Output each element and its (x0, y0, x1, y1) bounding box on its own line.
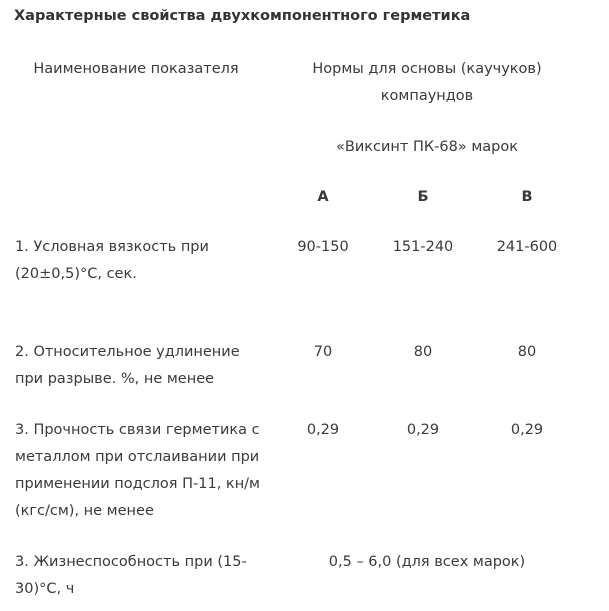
row-label: 3. Прочность связи герметика с металлом при отслаивании при применении подслоя П-11, кн/м (кгс/см), не менее (15, 422, 260, 519)
grade-v: В (521, 189, 533, 205)
table-row (0, 549, 609, 603)
brand-row (0, 110, 609, 161)
page-title: Характерные свойства двухкомпонентного герметика (14, 8, 471, 24)
table-row (0, 417, 609, 549)
row-value: 0,29 (306, 422, 340, 438)
brand-label: «Виксинт ПК-68» марок (336, 139, 518, 155)
row-value: 80 (413, 344, 433, 360)
row-value: 90-150 (297, 239, 349, 255)
row-label: 2. Относительное удлинение при разрыве. %, не менее (15, 344, 240, 387)
row-value: 241-600 (496, 239, 558, 255)
row-value: 80 (517, 344, 537, 360)
table-header-row (0, 50, 609, 110)
row-label: 1. Условная вязкость при (20±0,5)°С, сек. (15, 239, 209, 282)
table-row (0, 234, 609, 339)
column-header-norms: Нормы для основы (каучуков) компаундов (312, 61, 542, 104)
row-value: 151-240 (392, 239, 454, 255)
column-header-name: Наименование показателя (33, 61, 239, 77)
grades-row (0, 161, 609, 234)
properties-table (0, 50, 609, 603)
row-label: 3. Жизнеспособность при (15-30)°С, ч (15, 554, 247, 597)
table-row (0, 339, 609, 417)
row-value: 0,29 (406, 422, 440, 438)
grade-a: А (317, 189, 329, 205)
row-value: 70 (313, 344, 333, 360)
row-value: 0,29 (510, 422, 544, 438)
row-value-all-grades: 0,5 – 6,0 (для всех марок) (328, 554, 526, 570)
grade-b: Б (417, 189, 429, 205)
